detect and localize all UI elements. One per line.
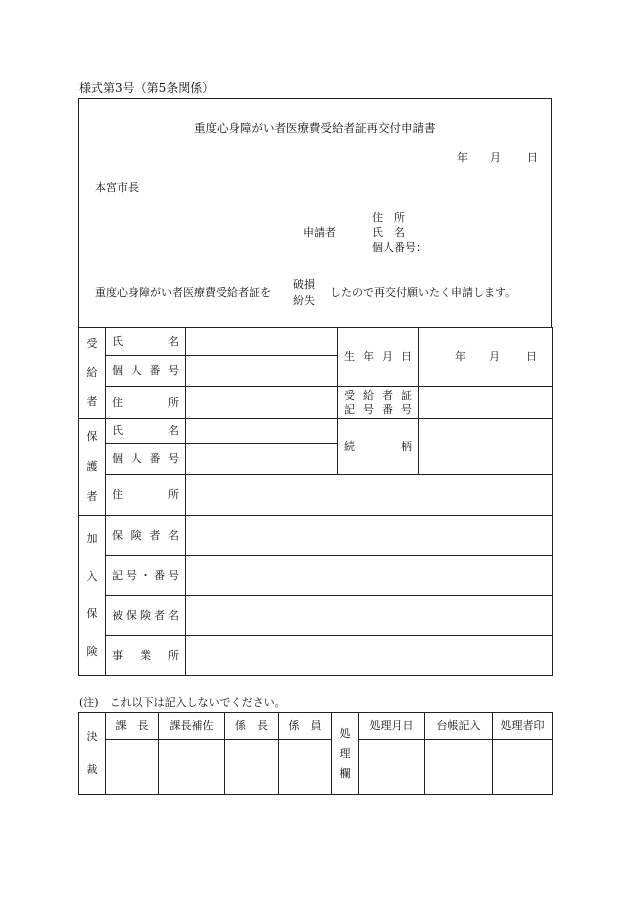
insurance-section-label: 加 入 保 険 xyxy=(79,516,106,676)
section-chief-header: 係 長 xyxy=(225,713,279,740)
guardian-address-field[interactable] xyxy=(186,475,553,516)
option-damaged: 破損 xyxy=(293,278,315,291)
birth-month: 月 xyxy=(489,350,500,363)
recipient-section-label: 受 給 者 xyxy=(79,328,106,419)
process-date-header: 処理月日 xyxy=(359,713,425,740)
request-prefix: 重度心身障がい者医療費受給者証を xyxy=(95,286,271,299)
date-day: 日 xyxy=(527,151,538,164)
staff-header: 係 員 xyxy=(279,713,332,740)
ledger-header: 台帳記入 xyxy=(425,713,493,740)
process-date-cell[interactable] xyxy=(359,740,425,795)
processor-seal-header: 処理者印 xyxy=(493,713,553,740)
form-number: 様式第3号（第5条関係） xyxy=(79,81,215,95)
application-box xyxy=(78,98,552,328)
option-lost: 紛失 xyxy=(293,294,315,307)
recipient-birth-label: 生 年 月 日 xyxy=(338,328,419,387)
recipient-birth-field[interactable] xyxy=(419,328,553,387)
guardian-name-field[interactable] xyxy=(186,419,338,444)
insurer-name-field[interactable] xyxy=(186,516,553,556)
applicant-address-label: 住 所 xyxy=(372,211,405,224)
insurance-symbol-field[interactable] xyxy=(186,556,553,596)
chief-header: 課 長 xyxy=(106,713,159,740)
guardian-relation-field[interactable] xyxy=(419,419,553,475)
request-suffix: したので再交付願いたく申請します。 xyxy=(330,286,517,299)
office-use-table xyxy=(78,712,553,795)
deputy-header: 課長補佐 xyxy=(159,713,225,740)
recipient-id-field[interactable] xyxy=(186,356,338,387)
recipient-address-field[interactable] xyxy=(186,387,338,419)
addressee: 本宮市長 xyxy=(95,181,139,194)
guardian-relation-label: 続 柄 xyxy=(338,419,419,475)
guardian-address-label: 住 所 xyxy=(106,475,186,516)
office-label: 事 業 所 xyxy=(106,636,186,676)
applicant-id-label: 個人番号： xyxy=(372,241,427,254)
birth-day: 日 xyxy=(526,350,537,363)
guardian-name-label: 氏 名 xyxy=(106,419,186,444)
ledger-cell[interactable] xyxy=(425,740,493,795)
recipient-name-label: 氏 名 xyxy=(106,328,186,356)
form-title: 重度心身障がい者医療費受給者証再交付申請書 xyxy=(194,121,436,135)
guardian-id-label: 個 人 番 号 xyxy=(106,444,186,475)
insurer-name-label: 保 険 者 名 xyxy=(106,516,186,556)
guardian-id-field[interactable] xyxy=(186,444,338,475)
office-field[interactable] xyxy=(186,636,553,676)
birth-year: 年 xyxy=(455,350,466,363)
processing-label: 処 理 欄 xyxy=(332,713,359,795)
applicant-label: 申請者 xyxy=(303,226,336,239)
recipient-cert-field[interactable] xyxy=(419,387,553,419)
guardian-section-label: 保 護 者 xyxy=(79,419,106,516)
date-year: 年 xyxy=(457,151,468,164)
note: (注) これ以下は記入しないでください。 xyxy=(79,696,286,709)
decision-label: 決 裁 xyxy=(79,713,106,795)
insurance-symbol-label: 記 号 ・ 番 号 xyxy=(106,556,186,596)
insured-name-field[interactable] xyxy=(186,596,553,636)
recipient-id-label: 個 人 番 号 xyxy=(106,356,186,387)
recipient-cert-label: 受 給 者 証 記 号 番 号 xyxy=(338,387,419,419)
main-table xyxy=(78,327,553,676)
insured-name-label: 被 保 険 者 名 xyxy=(106,596,186,636)
date-month: 月 xyxy=(490,151,501,164)
applicant-name-label: 氏 名 xyxy=(372,226,405,239)
staff-cell[interactable] xyxy=(279,740,332,795)
deputy-cell[interactable] xyxy=(159,740,225,795)
processor-seal-cell[interactable] xyxy=(493,740,553,795)
recipient-address-label: 住 所 xyxy=(106,387,186,419)
recipient-name-field[interactable] xyxy=(186,328,338,356)
chief-cell[interactable] xyxy=(106,740,159,795)
section-chief-cell[interactable] xyxy=(225,740,279,795)
